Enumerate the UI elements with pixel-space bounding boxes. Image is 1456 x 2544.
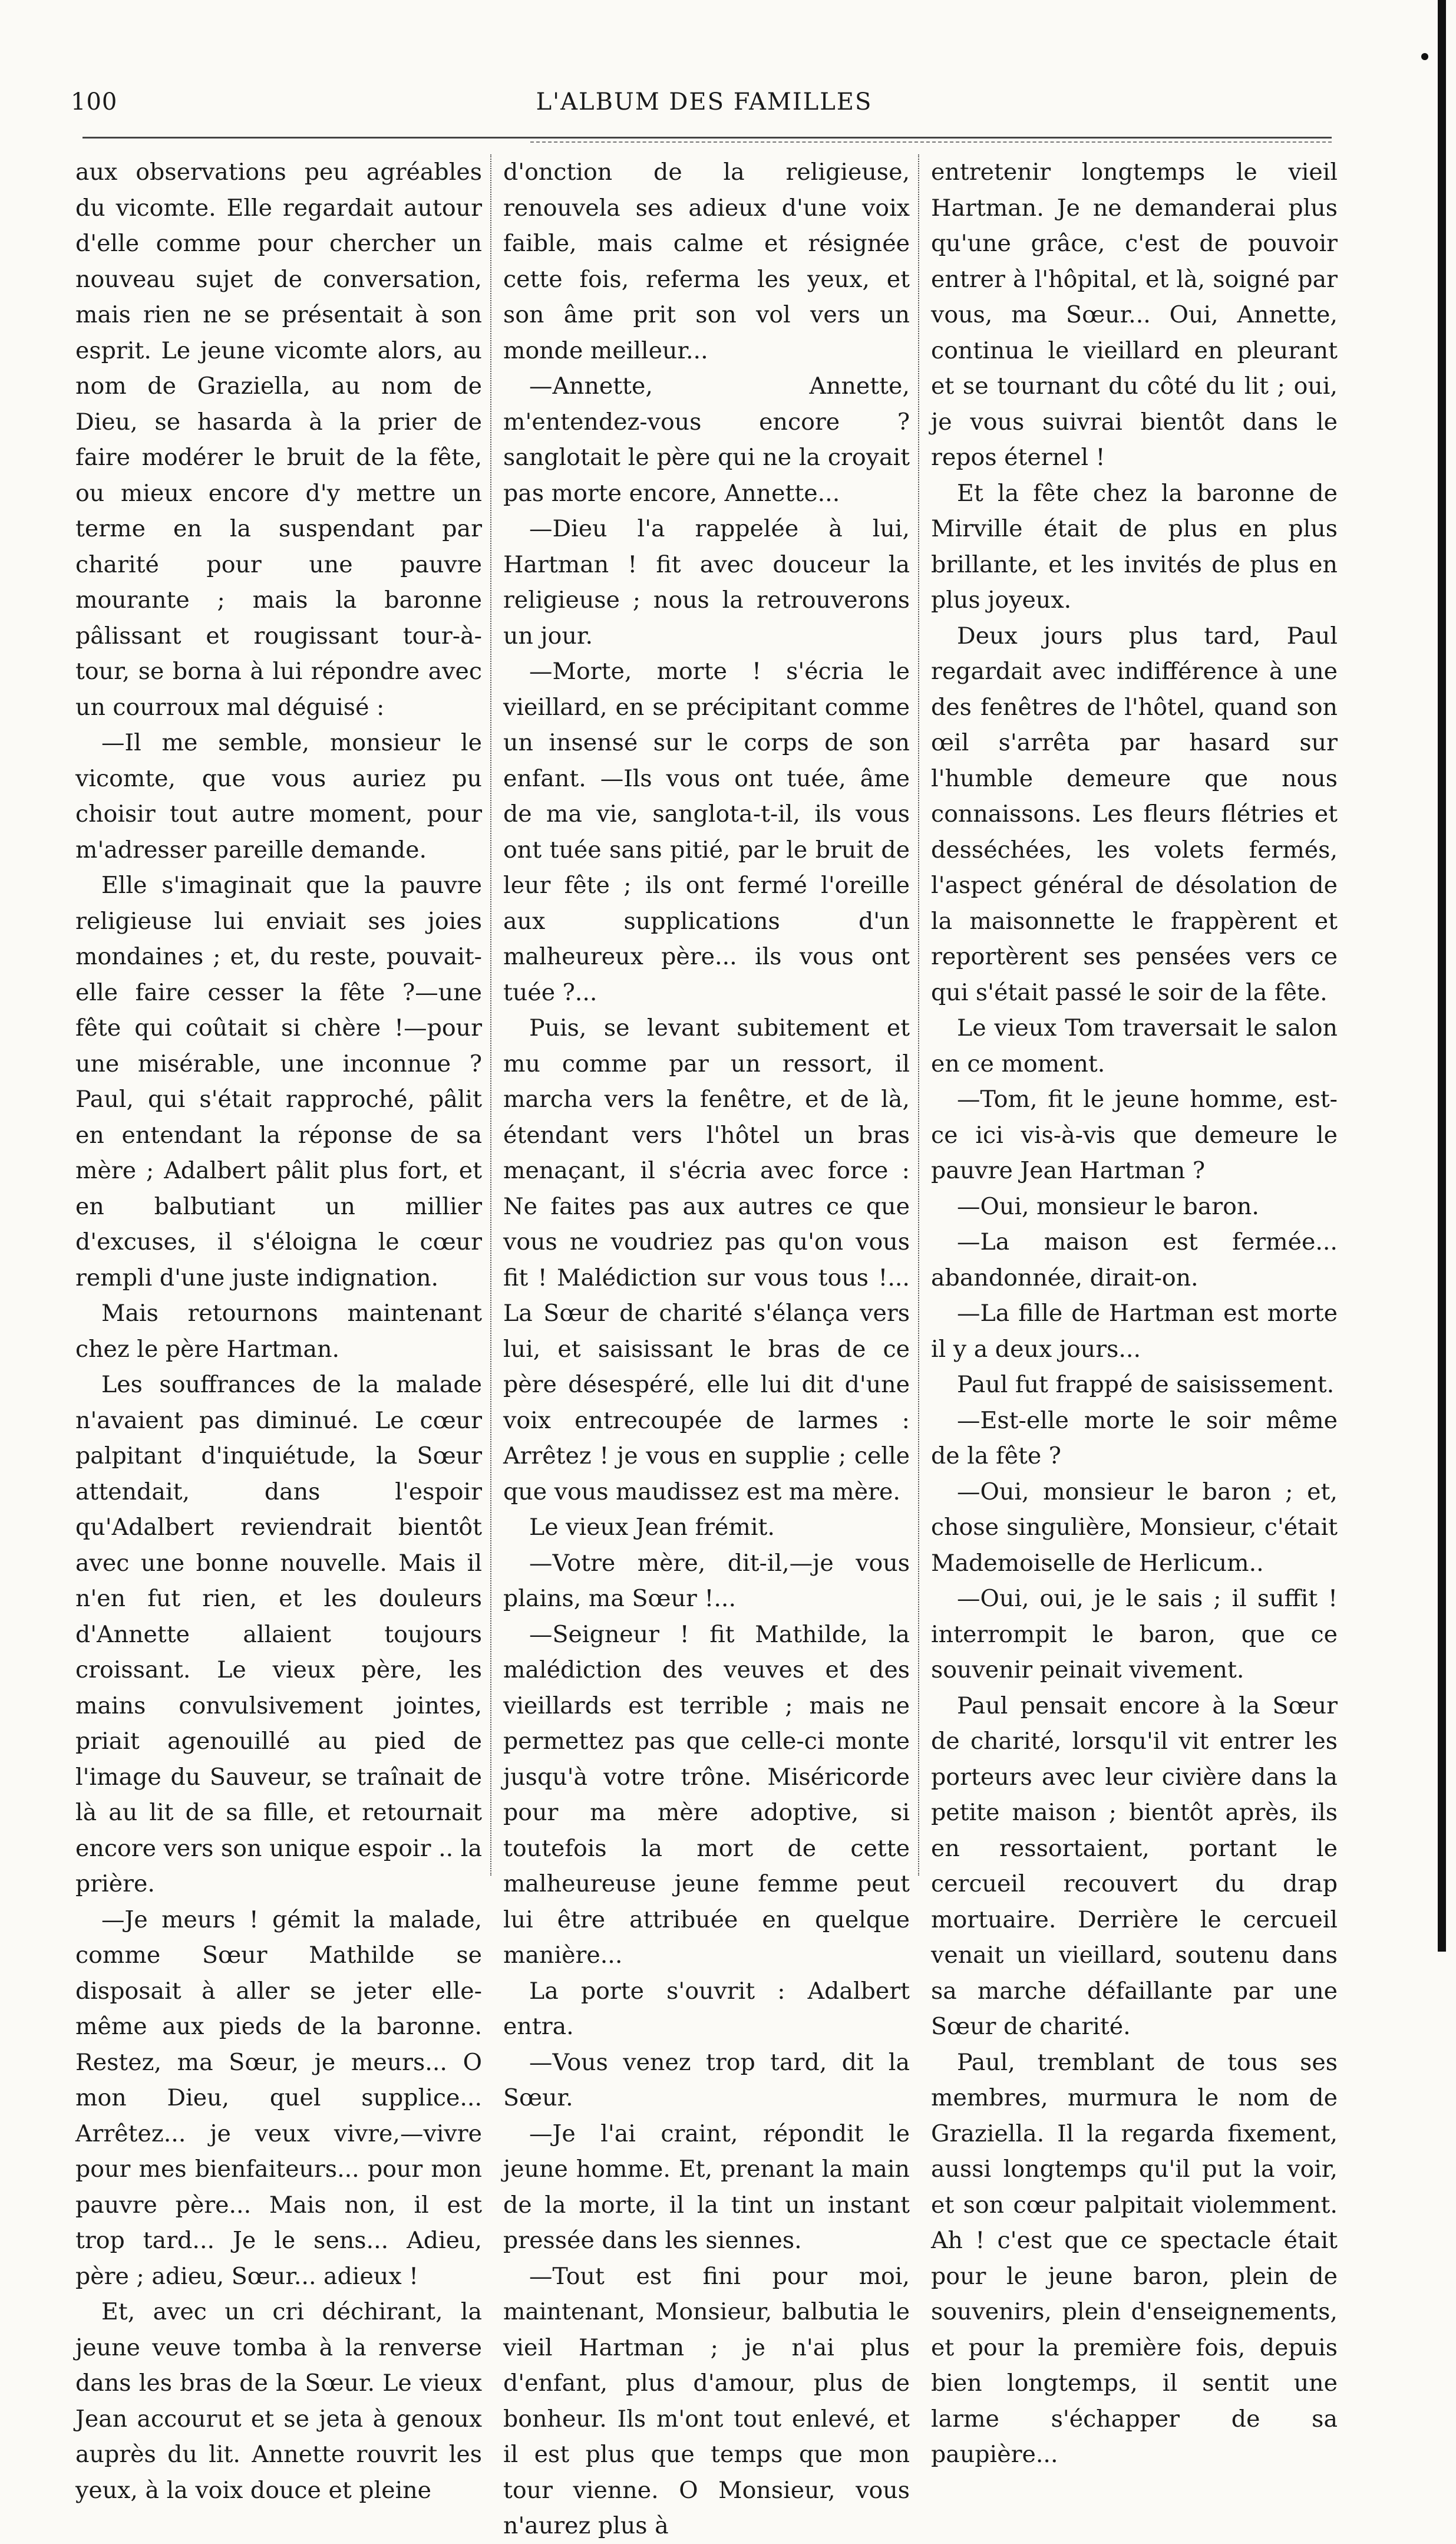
paragraph: Paul, tremblant de tous ses membres, murmura le nom de Graziella. Il la regarda fixement, aussi longtemps qu'il put la voir, et son cœur palpitait violemment. Ah ! c'est que ce spectacle était pour le jeune baron, plein de souvenirs, plein d'enseignements, et pour la première fois, depuis bien longtemps, il sentit une larme s'échapper de sa paupière... — [931, 2048, 1338, 2468]
header-rule — [82, 137, 1332, 139]
paragraph: —Oui, monsieur le baron. — [957, 1192, 1259, 1220]
paragraph: Et, avec un cri déchirant, la jeune veuve tomba à la renverse dans les bras de la Sœur. Le vieux Jean accourut et se jeta à genoux auprès du lit. Annette rouvrit les yeux, à la voix douce et pleine — [75, 2298, 482, 2504]
column-3 — [926, 154, 1342, 2468]
column-2 — [498, 154, 914, 2539]
paragraph: —Oui, monsieur le baron ; et, chose singulière, Monsieur, c'était Mademoiselle de Herlicum.. — [931, 1478, 1338, 1577]
paragraph: Paul pensait encore à la Sœur de charité, lorsqu'il vit entrer les porteurs avec leur civière dans la petite maison ; bientôt après, ils en ressortaient, portant le cercueil recouvert du drap mortuaire. Derrière le cercueil venait un vieillard, soutenu dans sa marche défaillante par une Sœur de charité. — [931, 1692, 1338, 2040]
column-separator — [490, 154, 498, 1876]
paragraph: —Je l'ai craint, répondit le jeune homme. Et, prenant la main de la morte, il la tint un instant pressée dans les siennes. — [503, 2120, 910, 2254]
column-separator — [918, 154, 926, 1876]
paragraph: Et la fête chez la baronne de Mirville était de plus en plus brillante, et les invités de plus en plus joyeux. — [931, 479, 1338, 614]
running-title: L'ALBUM DES FAMILLES — [536, 88, 873, 116]
paragraph: —Il me semble, monsieur le vicomte, que vous auriez pu choisir tout autre moment, pour m'adresser pareille demande. — [75, 729, 482, 864]
paragraph: —Seigneur ! fit Mathilde, la malédiction des veuves et des vieillards est terrible ; mais ne permettez pas que celle-ci monte jusqu'à votre trône. Miséricorde pour ma mère adoptive, si toutefois la mort de cette malheureuse jeune femme peut lui être attribuée en quelque manière... — [503, 1620, 910, 1969]
page-header — [71, 88, 1338, 130]
paragraph: —Tout est fini pour moi, maintenant, Monsieur, balbutia le vieil Hartman ; je n'ai plus d'enfant, plus d'amour, plus de bonheur. Ils m'ont tout enlevé, et il est plus que temps que mon tour vienne. O Monsieur, vous n'aurez plus à — [503, 2262, 910, 2539]
paragraph: —Je meurs ! gémit la malade, comme Sœur Mathilde se disposait à aller se jeter elle-même aux pieds de la baronne. Restez, ma Sœur, je meurs... O mon Dieu, quel supplice... Arrêtez... je veux vivre,—vivre pour mes bienfaiteurs... pour mon pauvre père... Mais non, il est trop tard... Je le sens... Adieu, père ; adieu, Sœur... adieux ! — [75, 1906, 482, 2290]
text-columns — [71, 154, 1349, 2539]
paragraph: Le vieux Tom traversait le salon en ce moment. — [931, 1014, 1338, 1077]
paragraph: Paul fut frappé de saisissement. — [957, 1371, 1335, 1398]
ink-spot — [1421, 53, 1428, 60]
paragraph: aux observations peu agréables du vicomte. Elle regardait autour d'elle comme pour chercher un nouveau sujet de conversation, mais rien ne se présentait à son esprit. Le jeune vicomte alors, au nom de Graziella, au nom de Dieu, se hasarda à la prier de faire modérer le bruit de la fête, ou mieux encore d'y mettre un terme en la suspendant par charité pour une pauvre mourante ; mais la baronne pâlissant et rougissant tour-à-tour, se borna à lui répondre avec un courroux mal déguisé : — [75, 159, 482, 721]
paragraph: La porte s'ouvrit : Adalbert entra. — [503, 1977, 910, 2040]
paragraph: Elle s'imaginait que la pauvre religieuse lui enviait ses joies mondaines ; et, du reste, pouvait-elle faire cesser la fête ?—une fête qui coûtait si chère !—pour une misérable, une inconnue ? Paul, qui s'était rapproché, pâlit en entendant la réponse de sa mère ; Adalbert pâlit plus fort, et en balbutiant un millier d'excuses, il s'éloigna le cœur rempli d'une juste indignation. — [75, 872, 482, 1291]
page-number: 100 — [71, 88, 118, 116]
column-1 — [71, 154, 487, 2504]
paragraph: Deux jours plus tard, Paul regardait avec indifférence à une des fenêtres de l'hôtel, quand son œil s'arrêta par hasard sur l'humble demeure que nous connaissons. Les fleurs flétries et desséchées, les volets fermés, l'aspect général de désolation de la maisonnette le frappèrent et reportèrent ses pensées vers ce qui s'était passé le soir de la fête. — [931, 622, 1338, 1006]
paragraph: —Vous venez trop tard, dit la Sœur. — [503, 2048, 910, 2111]
paragraph: —La fille de Hartman est morte il y a deux jours... — [931, 1300, 1338, 1363]
paragraph: Mais retournons maintenant chez le père Hartman. — [75, 1300, 482, 1363]
paragraph: Le vieux Jean frémit. — [529, 1514, 775, 1541]
paragraph: —Votre mère, dit-il,—je vous plains, ma Sœur !... — [503, 1549, 910, 1612]
paragraph: —La maison est fermée... abandonnée, dirait-on. — [931, 1228, 1338, 1291]
paragraph: Puis, se levant subitement et mu comme par un ressort, il marcha vers la fenêtre, et de là, étendant vers l'hôtel un bras menaçant, il s'écria avec force : Ne faites pas aux autres ce que vous ne voudriez pas qu'on vous fit ! Malédiction sur vous tous !... La Sœur de charité s'élança vers lui, et saisissant le bras de ce père désespéré, elle lui dit d'une voix entrecoupée de larmes : Arrêtez ! je vous en supplie ; celle que vous maudissez est ma mère. — [503, 1014, 910, 1505]
paragraph: —Est-elle morte le soir même de la fête ? — [931, 1406, 1338, 1469]
paragraph: —Annette, Annette, m'entendez-vous encore ? sanglotait le père qui ne la croyait pas morte encore, Annette... — [503, 373, 910, 507]
paragraph: —Tom, fit le jeune homme, est-ce ici vis-à-vis que demeure le pauvre Jean Hartman ? — [931, 1086, 1338, 1184]
paragraph: Les souffrances de la malade n'avaient pas diminué. Le cœur palpitant d'inquiétude, la Sœur attendait, dans l'espoir qu'Adalbert reviendrait bientôt avec une bonne nouvelle. Mais il n'en fut rien, et les douleurs d'Annette allaient toujours croissant. Le vieux père, les mains convulsivement jointes, priait agenouillé au pied de l'image du Sauveur, se traînait de là au lit de sa fille, et retournait encore vers son unique espoir .. la prière. — [75, 1371, 482, 1897]
paragraph: d'onction de la religieuse, renouvela ses adieux d'une voix faible, mais calme et résignée cette fois, referma les yeux, et son âme prit son vol vers un monde meilleur... — [503, 159, 910, 364]
paragraph: —Dieu l'a rappelée à lui, Hartman ! fit avec douceur la religieuse ; nous la retrouverons un jour. — [503, 515, 910, 650]
paragraph: —Oui, oui, je le sais ; il suffit ! interrompit le baron, que ce souvenir peinait vivement. — [931, 1585, 1338, 1683]
header-rule-dashed — [530, 141, 1332, 143]
paragraph: —Morte, morte ! s'écria le vieillard, en se précipitant comme un insensé sur le corps de son enfant. —Ils vous ont tuée, âme de ma vie, sanglota-t-il, ils vous ont tuée sans pitié, par le bruit de leur fête ; ils ont fermé l'oreille aux supplications d'un malheureux père... ils vous ont tuée ?... — [503, 658, 910, 1006]
page-edge-shadow — [1438, 0, 1446, 1952]
paragraph: entretenir longtemps le vieil Hartman. Je ne demanderai plus qu'une grâce, c'est de pouvoir entrer à l'hôpital, et là, soigné par vous, ma Sœur... Oui, Annette, continua le vieillard en pleurant et se tournant du côté du lit ; oui, je vous suivrai bientôt dans le repos éternel ! — [931, 159, 1338, 471]
